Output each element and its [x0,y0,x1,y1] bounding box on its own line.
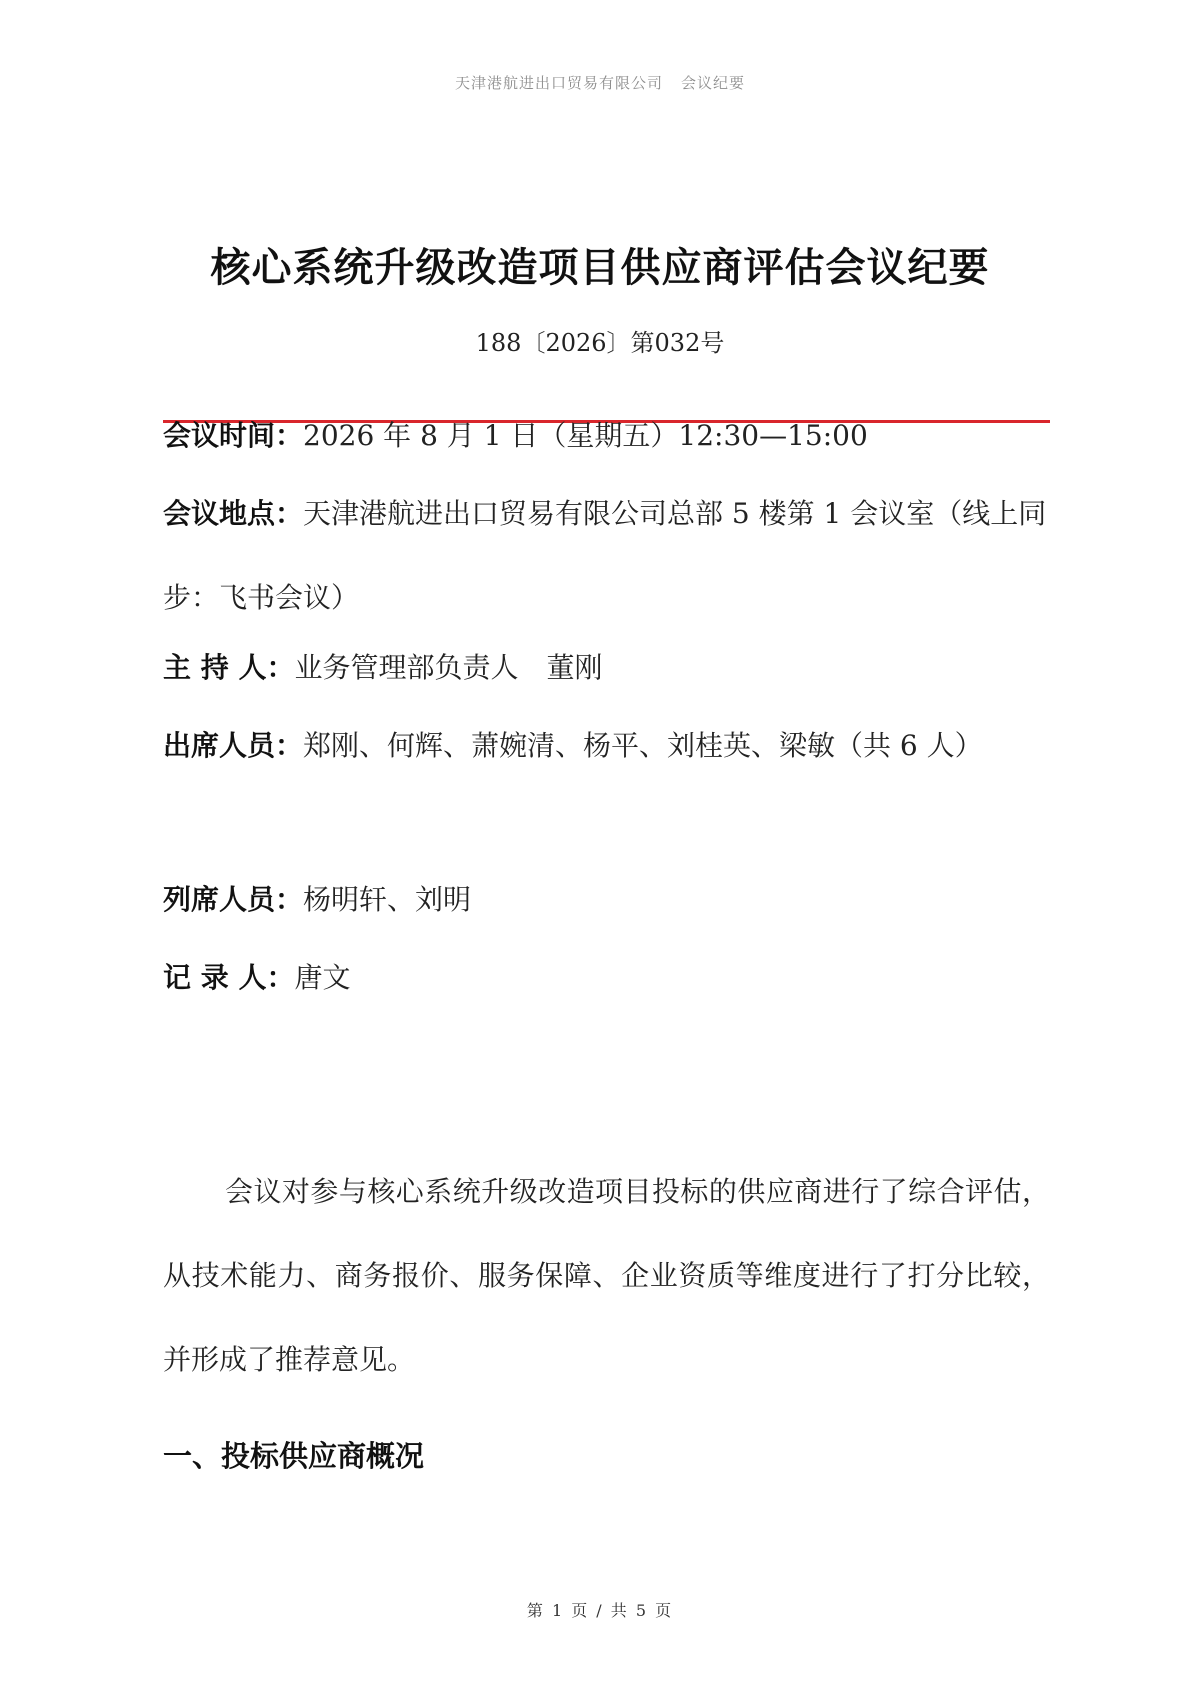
header-company: 天津港航进出口贸易有限公司 [454,74,663,92]
meeting-location-label: 会议地点： [163,497,304,530]
page-number: 第 1 页 / 共 5 页 [526,1601,674,1620]
meeting-time-label: 会议时间： [163,419,304,452]
attendees-value: 郑刚、何辉、萧婉清、杨平、刘桂英、梁敏（共 6 人） [303,729,983,762]
meeting-time-value: 2026 年 8 月 1 日（星期五）12:30—15:00 [303,419,868,452]
document-title: 核心系统升级改造项目供应商评估会议纪要 [210,245,990,291]
intro-paragraph: 会议对参与核心系统升级改造项目投标的供应商进行了综合评估，从技术能力、商务报价、服务保障、企业资质等维度进行了打分比较，并形成了推荐意见。 [163,1175,1050,1376]
observers-label: 列席人员： [163,883,304,916]
attendees-label: 出席人员： [163,729,304,762]
meeting-time-field [163,394,1053,478]
document-number: 188〔2026〕第032号 [475,329,725,357]
host-value: 业务管理部负责人 董刚 [294,651,603,684]
observers-value: 杨明轩、刘明 [303,883,472,916]
host-field [163,626,1053,710]
meeting-location-field [163,472,1053,640]
meeting-location-value: 天津港航进出口贸易有限公司总部 5 楼第 1 会议室（线上同步：飞书会议） [163,497,1047,614]
observers-field [163,858,1053,942]
section-heading: 一、投标供应商概况 [163,1439,425,1473]
host-label: 主 持 人： [163,651,295,684]
running-header [0,72,1200,93]
recorder-label: 记 录 人： [163,961,295,994]
header-doc-type: 会议纪要 [681,74,746,92]
attendees-field [163,704,1053,788]
recorder-field [163,936,1053,1020]
recorder-value: 唐文 [294,961,351,994]
